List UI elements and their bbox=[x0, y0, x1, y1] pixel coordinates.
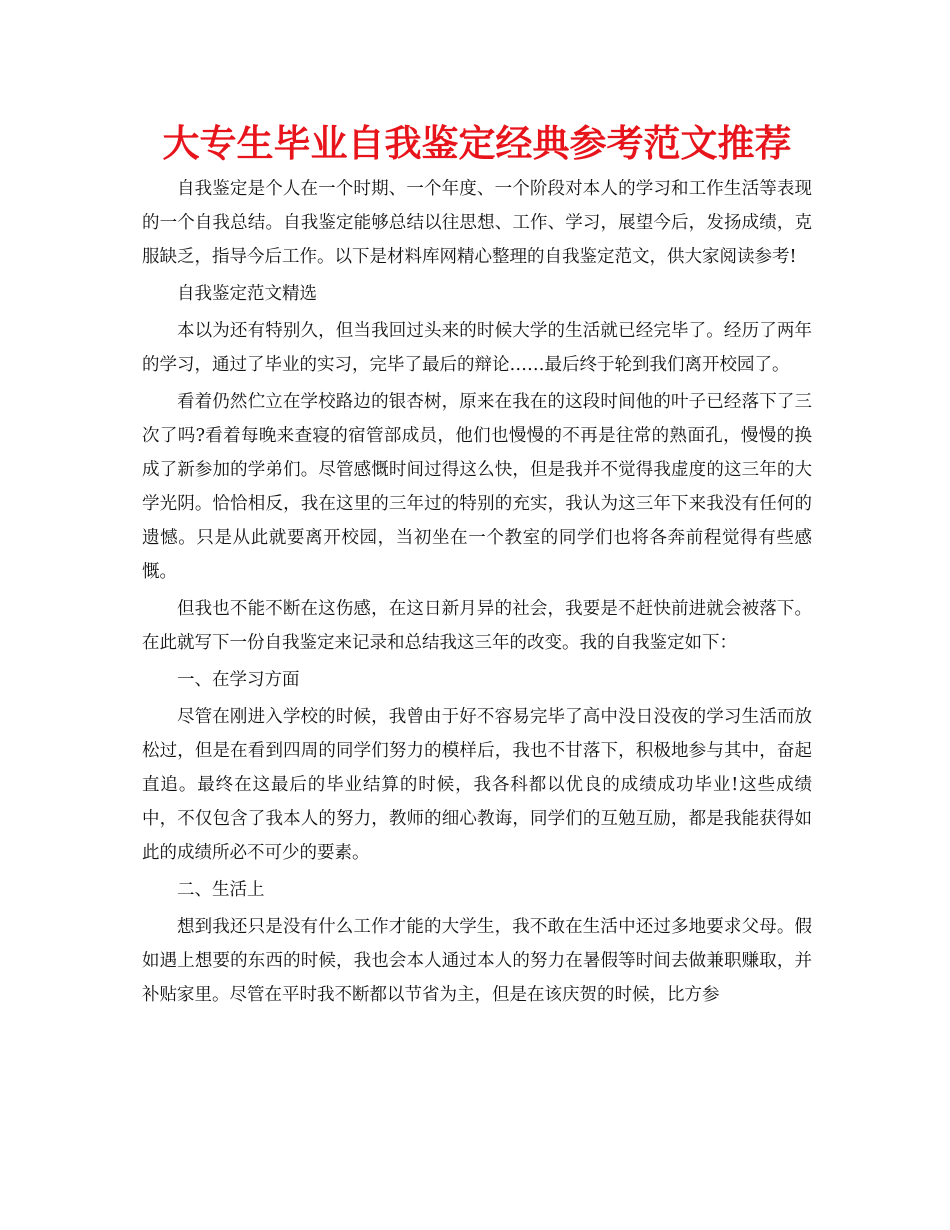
document-title: 大专生毕业自我鉴定经典参考范文推荐 bbox=[162, 122, 792, 165]
paragraph-reflection: 看着仍然伫立在学校路边的银杏树，原来在我在的这段时间他的叶子已经落下了三次了吗?看着每晚来查寝的宿管部成员，他们也慢慢的不再是往常的熟面孔，慢慢的换成了新参加的学弟们。尽管感慨时间过得这么快，但是我并不觉得我虚度的这三年的大学光阴。恰恰相反，我在这里的三年过的特别的充实，我认为这三年下来我没有任何的遗憾。只是从此就要离开校园，当初坐在一个教室的同学们也将各奔前程觉得有些感慨。 bbox=[142, 392, 812, 582]
document-page bbox=[142, 118, 812, 1015]
section-heading-study: 一、在学习方面 bbox=[177, 670, 300, 690]
paragraph-self-appraisal-intro: 但我也不能不断在这伤感，在这日新月异的社会，我要是不赶快前进就会被落下。在此就写下一份自我鉴定来记录和总结我这三年的改变。我的自我鉴定如下： bbox=[142, 599, 812, 653]
section-heading-samples: 自我鉴定范文精选 bbox=[177, 284, 317, 304]
paragraph-intro: 自我鉴定是个人在一个时期、一个年度、一个阶段对本人的学习和工作生活等表现的一个自我总结。自我鉴定能够总结以往思想、工作、学习，展望今后，发扬成绩，克服缺乏，指导今后工作。以下是材料库网精心整理的自我鉴定范文，供大家阅读参考! bbox=[142, 179, 812, 267]
paragraph-study: 尽管在刚进入学校的时候，我曾由于好不容易完毕了高中没日没夜的学习生活而放松过，但是在看到四周的同学们努力的模样后，我也不甘落下，积极地参与其中，奋起直追。最终在这最后的毕业结算的时候，我各科都以优良的成绩成功毕业!这些成绩中，不仅包含了我本人的努力，教师的细心教诲，同学们的互勉互励，都是我能获得如此的成绩所必不可少的要素。 bbox=[142, 707, 812, 863]
section-heading-life: 二、生活上 bbox=[177, 880, 265, 900]
paragraph-life: 想到我还只是没有什么工作才能的大学生，我不敢在生活中还过多地要求父母。假如遇上想要的东西的时候，我也会本人通过本人的努力在暑假等时间去做兼职赚取，并补贴家里。尽管在平时我不断都以节省为主，但是在该庆贺的时候，比方参 bbox=[142, 917, 812, 1005]
paragraph-graduation: 本以为还有特别久，但当我回过头来的时候大学的生活就已经完毕了。经历了两年的学习，通过了毕业的实习，完毕了最后的辩论……最后终于轮到我们离开校园了。 bbox=[142, 321, 812, 375]
